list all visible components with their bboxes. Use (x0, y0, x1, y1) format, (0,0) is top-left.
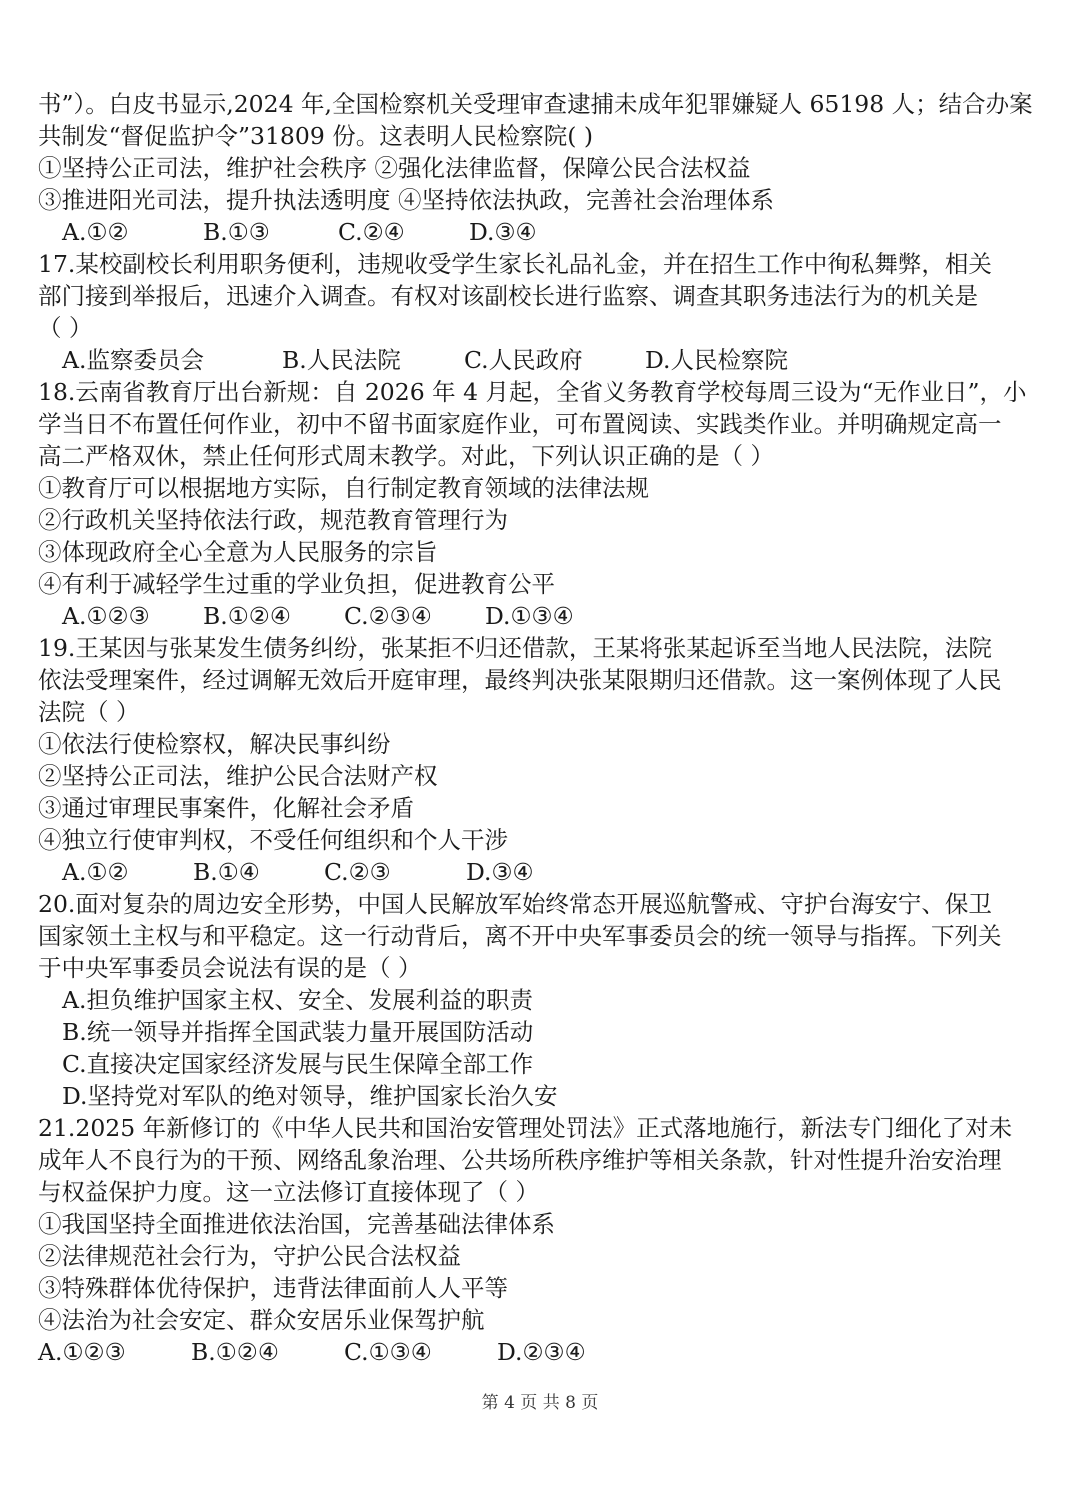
q21-statement-3: ③特殊群体优待保护，违背法律面前人人平等 (38, 1274, 508, 1302)
q21-statement-1: ①我国坚持全面推进依法治国，完善基础法律体系 (38, 1210, 555, 1238)
q17-option-a: A.监察委员会 (62, 346, 204, 374)
q16-options (62, 216, 537, 248)
q17-stem-line-1: 17.某校副校长利用职务便利，违规收受学生家长礼品礼金，并在招生工作中徇私舞弊，相关 (38, 250, 992, 278)
q19-stem-line-1: 19.王某因与张某发生债务纠纷，张某拒不归还借款，王某将张某起诉至当地人民法院，法院 (38, 634, 992, 662)
q18-option-d: D.①③④ (485, 602, 574, 630)
q19-option-c: C.②③ (324, 858, 391, 886)
q17-options (62, 344, 788, 376)
q21-statement-4: ④法治为社会安定、群众安居乐业保驾护航 (38, 1306, 485, 1334)
q18-option-b: B.①②④ (203, 602, 291, 630)
q20-stem-line-3: 于中央军事委员会说法有误的是（ ） (38, 954, 422, 982)
q20-stem-line-1: 20.面对复杂的周边安全形势，中国人民解放军始终常态开展巡航警戒、守护台海安宁、保卫 (38, 890, 992, 918)
q21-option-b: B.①②④ (191, 1338, 279, 1366)
q19-statement-4: ④独立行使审判权，不受任何组织和个人干涉 (38, 826, 508, 854)
q21-stem-line-3: 与权益保护力度。这一立法修订直接体现了（ ） (38, 1178, 539, 1206)
q18-statement-4: ④有利于减轻学生过重的学业负担，促进教育公平 (38, 570, 555, 598)
q18-stem-line-1: 18.云南省教育厅出台新规：自 2026 年 4 月起，全省义务教育学校每周三设为“无作业日”，小 (38, 378, 1027, 406)
q16-option-b: B.①③ (203, 218, 270, 246)
q16-option-c: C.②④ (338, 218, 405, 246)
q17-option-d: D.人民检察院 (645, 346, 788, 374)
q19-options (62, 856, 534, 888)
q16-statements-1-2: ①坚持公正司法，维护社会秩序 ②强化法律监督，保障公民合法权益 (38, 154, 751, 182)
q19-stem-line-2: 依法受理案件，经过调解无效后开庭审理，最终判决张某限期归还借款。这一案例体现了人民 (38, 666, 1002, 694)
q17-option-b: B.人民法院 (282, 346, 401, 374)
q21-option-a: A.①②③ (38, 1338, 126, 1366)
q19-option-d: D.③④ (466, 858, 534, 886)
q21-stem-line-1: 21.2025 年新修订的《中华人民共和国治安管理处罚法》正式落地施行，新法专门细化了对未 (38, 1114, 1013, 1142)
q20-option-d: D.坚持党对军队的绝对领导，维护国家长治久安 (62, 1082, 558, 1110)
q16-option-d: D.③④ (469, 218, 537, 246)
q16-stem-line-2: 共制发“督促监护令”31809 份。这表明人民检察院( ) (38, 122, 594, 150)
q18-stem-line-2: 学当日不布置任何作业，初中不留书面家庭作业，可布置阅读、实践类作业。并明确规定高一 (38, 410, 1002, 438)
q20-option-a: A.担负维护国家主权、安全、发展利益的职责 (62, 986, 533, 1014)
q17-option-c: C.人民政府 (464, 346, 583, 374)
q16-stem-line-1: 书”）。白皮书显示,2024 年,全国检察机关受理审查逮捕未成年犯罪嫌疑人 65198 人；结合办案 (38, 90, 1033, 118)
q18-options (62, 600, 574, 632)
q21-statement-2: ②法律规范社会行为，守护公民合法权益 (38, 1242, 461, 1270)
q18-statement-3: ③体现政府全心全意为人民服务的宗旨 (38, 538, 438, 566)
q21-stem-line-2: 成年人不良行为的干预、网络乱象治理、公共场所秩序维护等相关条款，针对性提升治安治理 (38, 1146, 1002, 1174)
page-footer: 第 4 页 共 8 页 (481, 1393, 599, 1413)
q19-statement-1: ①依法行使检察权，解决民事纠纷 (38, 730, 391, 758)
q18-option-a: A.①②③ (62, 602, 150, 630)
q21-option-d: D.②③④ (497, 1338, 586, 1366)
q20-option-b: B.统一领导并指挥全国武装力量开展国防活动 (62, 1018, 534, 1046)
q19-stem-line-3: 法院（ ） (38, 698, 140, 726)
q17-stem-line-3: （ ） (38, 314, 93, 342)
q17-stem-line-2: 部门接到举报后，迅速介入调查。有权对该副校长进行监察、调查其职务违法行为的机关是 (38, 282, 978, 310)
q21-options (38, 1336, 586, 1368)
q19-statement-3: ③通过审理民事案件，化解社会矛盾 (38, 794, 414, 822)
q20-option-c: C.直接决定国家经济发展与民生保障全部工作 (62, 1050, 534, 1078)
q18-stem-line-3: 高二严格双休，禁止任何形式周末教学。对此，下列认识正确的是（ ） (38, 442, 774, 470)
q19-option-b: B.①④ (193, 858, 260, 886)
q18-statement-2: ②行政机关坚持依法行政，规范教育管理行为 (38, 506, 508, 534)
q16-statements-3-4: ③推进阳光司法，提升执法透明度 ④坚持依法执政，完善社会治理体系 (38, 186, 774, 214)
q18-statement-1: ①教育厅可以根据地方实际，自行制定教育领域的法律法规 (38, 474, 649, 502)
q21-option-c: C.①③④ (344, 1338, 432, 1366)
q19-option-a: A.①② (62, 858, 129, 886)
q18-option-c: C.②③④ (344, 602, 432, 630)
q16-option-a: A.①② (62, 218, 129, 246)
q20-stem-line-2: 国家领土主权与和平稳定。这一行动背后，离不开中央军事委员会的统一领导与指挥。下列关 (38, 922, 1002, 950)
q19-statement-2: ②坚持公正司法，维护公民合法财产权 (38, 762, 438, 790)
